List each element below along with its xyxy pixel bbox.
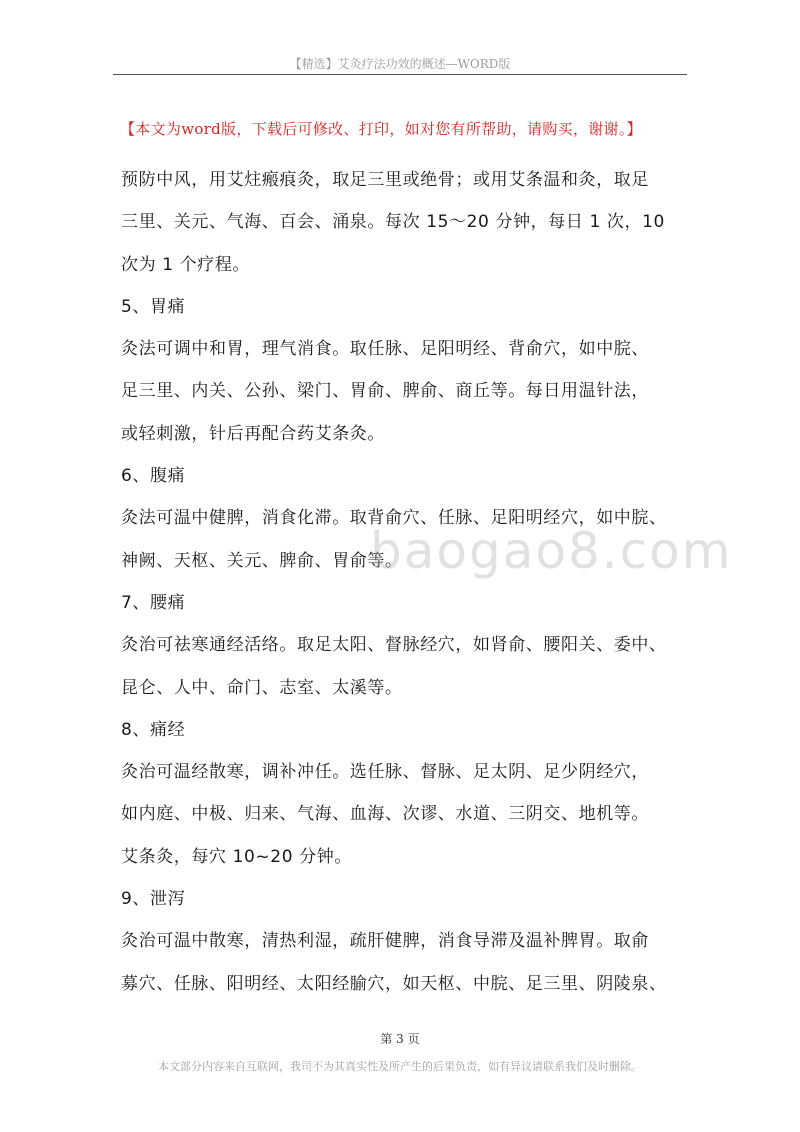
- body-line: 足三里、内关、公孙、梁门、胃俞、脾俞、商丘等。每日用温针法，: [121, 381, 649, 402]
- section-heading-back-pain: 7、腰痛: [121, 592, 186, 613]
- body-line: 预防中风，用艾炷瘢痕灸，取足三里或绝骨；或用艾条温和灸，取足: [121, 170, 649, 190]
- body-line: 灸法可温中健脾，消食化滞。取背俞穴、任脉、足阳明经穴，如中脘、: [121, 508, 667, 529]
- footer-disclaimer: 本文部分内容来自互联网，我司不为其真实性及所产生的后果负责，如有异议请联系我们及时删除。: [158, 1060, 642, 1073]
- body-line: 灸治可温经散寒，调补冲任。选任脉、督脉、足太阴、足少阴经穴，: [121, 762, 649, 783]
- body-line: 艾条灸，每穴 10~20 分钟。: [121, 846, 352, 867]
- page-number: 第 3 页: [380, 1032, 420, 1046]
- body-line: 募穴、任脉、阳明经、太阳经腧穴，如天枢、中脘、足三里、阴陵泉、: [121, 973, 667, 994]
- body-line: 次为 1 个疗程。: [121, 254, 251, 275]
- document-header-title: 【精选】艾灸疗法功效的概述—WORD版: [289, 57, 511, 71]
- body-line: 神阙、天枢、关元、脾俞、胃俞等。: [121, 550, 403, 571]
- section-heading-dysmenorrhea: 8、痛经: [121, 719, 186, 740]
- body-line: 如内庭、中极、归来、气海、血海、次谬、水道、三阴交、地机等。: [121, 804, 649, 825]
- header-divider: [113, 74, 687, 75]
- body-line: 灸法可调中和胃，理气消食。取任脉、足阳明经、背俞穴，如中脘、: [121, 339, 649, 360]
- body-line: 灸治可温中散寒，清热利湿，疏肝健脾，消食导滞及温补脾胃。取俞: [121, 931, 649, 952]
- document-body: [121, 164, 689, 1010]
- body-line: 昆仑、人中、命门、志室、太溪等。: [121, 677, 403, 698]
- purchase-notice: 【本文为word版，下载后可修改、打印，如对您有所帮助，请购买，谢谢。】: [120, 120, 642, 138]
- section-heading-abdominal-pain: 6、腹痛: [121, 466, 186, 487]
- section-heading-diarrhea: 9、泄泻: [121, 889, 186, 910]
- watermark-text: baogao8.com: [370, 522, 733, 580]
- body-line: 或轻刺激，针后再配合药艾条灸。: [121, 423, 385, 444]
- body-line: 三里、关元、气海、百会、涌泉。每次 15～20 分钟，每日 1 次，10: [121, 212, 665, 233]
- body-line: 灸治可祛寒通经活络。取足太阳、督脉经穴，如肾俞、腰阳关、委中、: [121, 635, 667, 656]
- section-heading-stomachache: 5、胃痛: [121, 296, 186, 317]
